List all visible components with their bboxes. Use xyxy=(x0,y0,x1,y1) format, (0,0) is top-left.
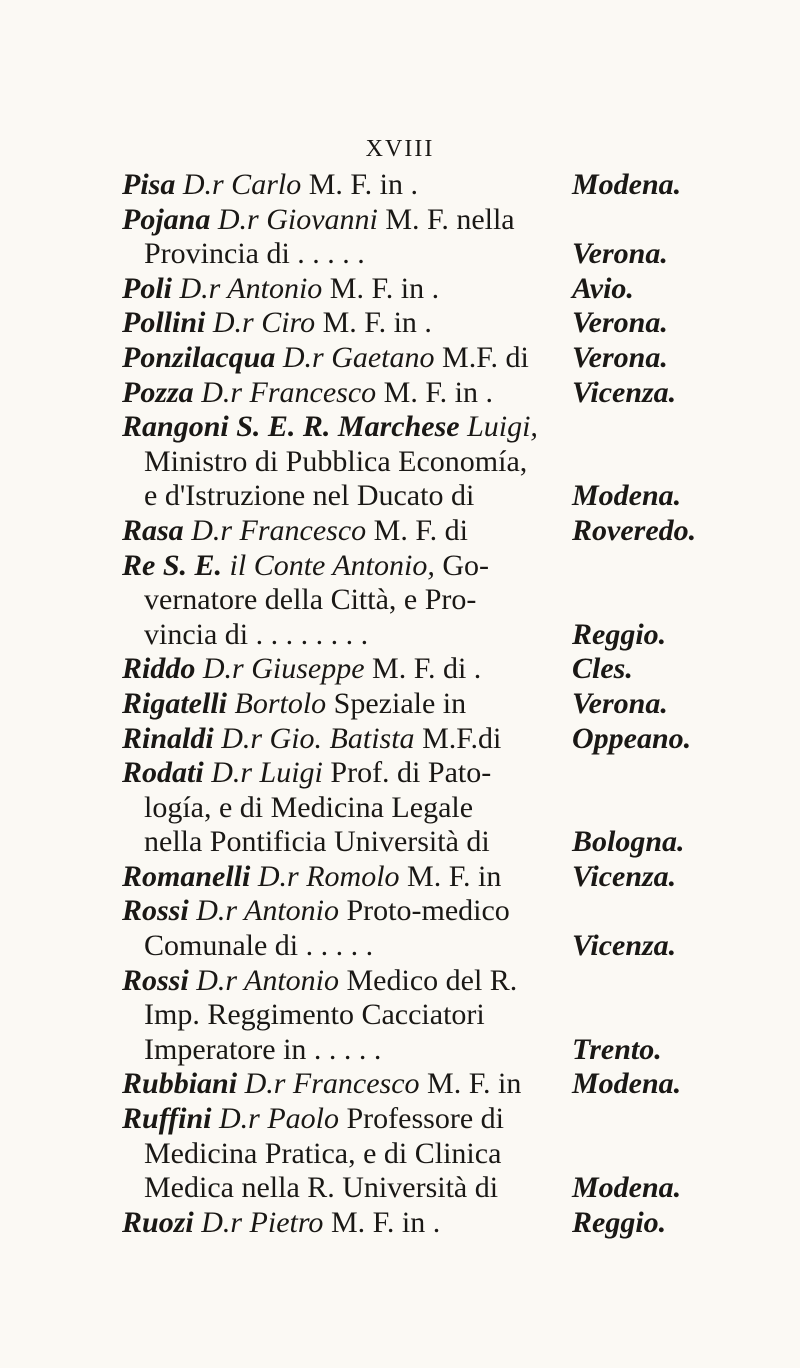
surname: Rangoni S. E. R. Marchese xyxy=(122,410,460,444)
entry-detail: Medicina Pratica, e di Clinica xyxy=(144,1136,502,1170)
entry-line xyxy=(122,479,762,514)
place-name: Avio. xyxy=(572,271,634,305)
entry-detail: M.F. di xyxy=(434,340,529,374)
given-name: Luigi, xyxy=(467,410,538,444)
entry-line xyxy=(122,687,762,722)
entry-detail: nella Pontificia Università di xyxy=(144,825,490,859)
entry-line xyxy=(122,825,762,860)
place-name: Verona. xyxy=(572,340,668,374)
entry-detail: M. F. nella xyxy=(377,202,515,236)
entry-detail: Comunale di . . . . . xyxy=(144,929,374,963)
entry-text xyxy=(122,652,572,687)
entry-text xyxy=(122,756,572,791)
surname: Rasa xyxy=(122,513,184,547)
surname: Rigatelli xyxy=(122,686,227,720)
entry-text xyxy=(122,1171,572,1206)
entry-detail: Imperatore in . . . . . xyxy=(144,1032,382,1066)
entry-line xyxy=(122,410,762,445)
entry-detail: Go- xyxy=(434,548,489,582)
entry-line xyxy=(122,1206,762,1241)
entry-text xyxy=(122,549,572,584)
entry-detail: Prof. di Pato- xyxy=(322,756,492,790)
entry-detail: M. F. di xyxy=(366,513,468,547)
place-name: Verona. xyxy=(572,686,668,720)
entry-text xyxy=(122,410,572,445)
place-name: Modena. xyxy=(572,479,682,513)
entry-text xyxy=(122,1102,572,1137)
entry-text xyxy=(122,237,572,272)
entry-text xyxy=(122,514,572,549)
entry-line xyxy=(122,514,762,549)
given-name: D.r Giuseppe xyxy=(202,652,365,686)
surname: Rodati xyxy=(122,756,204,790)
surname: Romanelli xyxy=(122,859,251,893)
given-name: D.r Gaetano xyxy=(282,340,435,374)
place-name: Vicenza. xyxy=(572,375,677,409)
surname: Pollini xyxy=(122,306,206,340)
surname: Rossi xyxy=(122,894,189,928)
given-name: il Conte Antonio, xyxy=(229,548,435,582)
entry-line xyxy=(122,168,762,203)
given-name: D.r Antonio xyxy=(196,894,339,928)
entry-text xyxy=(122,1206,572,1241)
entry-text xyxy=(122,376,572,411)
entry-text xyxy=(122,1137,572,1172)
place-name: Cles. xyxy=(572,652,633,686)
entry-text xyxy=(122,687,572,722)
surname: Ruffini xyxy=(122,1102,212,1136)
entry-line xyxy=(122,860,762,895)
entry-detail: Medica nella R. Università di xyxy=(144,1171,499,1205)
subscriber-list xyxy=(122,168,762,1240)
place-name: Vicenza. xyxy=(572,929,677,963)
place-name: Modena. xyxy=(572,1171,682,1205)
entry-line xyxy=(122,445,762,480)
place-name: Trento. xyxy=(572,1032,662,1066)
place-name: Verona. xyxy=(572,237,668,271)
given-name: D.r Gio. Batista xyxy=(221,721,415,755)
entry-detail: M. F. di . xyxy=(364,652,482,686)
place-name: Modena. xyxy=(572,168,682,201)
entry-line xyxy=(122,618,762,653)
entry-text xyxy=(122,203,572,238)
entry-line xyxy=(122,894,762,929)
entry-detail: Medico del R. xyxy=(339,963,518,997)
entry-text xyxy=(122,1033,572,1068)
entry-text xyxy=(122,894,572,929)
place-name: Reggio. xyxy=(572,617,667,651)
entry-text xyxy=(122,445,572,480)
entry-text xyxy=(122,583,572,618)
entry-detail: logía, e di Medicina Legale xyxy=(144,790,474,824)
entry-text xyxy=(122,722,572,757)
entry-detail: vernatore della Città, e Pro- xyxy=(144,583,477,617)
entry-line xyxy=(122,1137,762,1172)
entry-line xyxy=(122,652,762,687)
entry-detail: vincia di . . . . . . . . xyxy=(144,617,369,651)
surname: Poli xyxy=(122,271,172,305)
entry-text xyxy=(122,825,572,860)
given-name: D.r Carlo xyxy=(182,168,302,201)
entry-detail: Provincia di . . . . . xyxy=(144,237,365,271)
entry-text xyxy=(122,964,572,999)
entry-detail: M. F. in . xyxy=(301,168,418,201)
given-name: D.r Ciro xyxy=(212,306,316,340)
entry-line xyxy=(122,722,762,757)
place-name: Oppeano. xyxy=(572,721,692,755)
entry-line xyxy=(122,1171,762,1206)
entry-detail: M. F. in . xyxy=(323,1205,441,1239)
entry-detail: M. F. in . xyxy=(315,306,432,340)
surname: Pisa xyxy=(122,168,176,201)
entry-detail: M. F. in . xyxy=(376,375,493,409)
given-name: D.r Antonio xyxy=(179,271,323,305)
place-name: Roveredo. xyxy=(572,513,697,547)
entry-text xyxy=(122,272,572,307)
given-name: D.r Romolo xyxy=(257,859,400,893)
surname: Rinaldi xyxy=(122,721,214,755)
given-name: D.r Luigi xyxy=(211,756,323,790)
place-name: Modena. xyxy=(572,1067,682,1101)
entry-detail: Proto-medico xyxy=(339,894,510,928)
entry-detail: Speziale in xyxy=(326,686,467,720)
entry-line xyxy=(122,306,762,341)
entry-detail: Professore di xyxy=(339,1102,504,1136)
entry-line xyxy=(122,272,762,307)
entry-text xyxy=(122,1067,572,1102)
surname: Riddo xyxy=(122,652,196,686)
entry-line xyxy=(122,756,762,791)
entry-line xyxy=(122,583,762,618)
entry-detail: e d'Istruzione nel Ducato di xyxy=(144,479,475,513)
entry-line xyxy=(122,376,762,411)
surname: Ponzilacqua xyxy=(122,340,276,374)
entry-text xyxy=(122,860,572,895)
entry-detail: Imp. Reggimento Cacciatori xyxy=(144,998,485,1032)
given-name: D.r Antonio xyxy=(196,963,339,997)
entry-line xyxy=(122,1067,762,1102)
entry-text xyxy=(122,341,572,376)
entry-line xyxy=(122,791,762,826)
place-name: Reggio. xyxy=(572,1205,667,1239)
place-name: Bologna. xyxy=(572,825,685,859)
surname: Pozza xyxy=(122,375,194,409)
surname: Rossi xyxy=(122,963,189,997)
given-name: D.r Francesco xyxy=(201,375,377,409)
entry-text xyxy=(122,929,572,964)
entry-line xyxy=(122,341,762,376)
given-name: D.r Giovanni xyxy=(217,202,378,236)
surname: Re S. E. xyxy=(122,548,223,582)
given-name: D.r Pietro xyxy=(201,1205,324,1239)
entry-text xyxy=(122,168,572,203)
given-name: D.r Francesco xyxy=(244,1067,420,1101)
given-name: D.r Francesco xyxy=(191,513,367,547)
entry-line xyxy=(122,549,762,584)
entry-line xyxy=(122,203,762,238)
entry-line xyxy=(122,998,762,1033)
entry-detail: M. F. in xyxy=(399,859,502,893)
entry-line xyxy=(122,1033,762,1068)
entry-detail: M.F.di xyxy=(414,721,502,755)
page-number: XVIII xyxy=(365,136,435,162)
surname: Pojana xyxy=(122,202,211,236)
entry-text xyxy=(122,306,572,341)
entry-text xyxy=(122,618,572,653)
entry-line xyxy=(122,237,762,272)
given-name: D.r Paolo xyxy=(219,1102,339,1136)
entry-text xyxy=(122,791,572,826)
entry-detail: M. F. in . xyxy=(322,271,440,305)
entry-detail: Ministro di Pubblica Economía, xyxy=(144,444,528,478)
entry-line xyxy=(122,929,762,964)
place-name: Verona. xyxy=(572,306,668,340)
entry-text xyxy=(122,479,572,514)
surname: Ruozi xyxy=(122,1205,194,1239)
place-name: Vicenza. xyxy=(572,859,677,893)
given-name: Bortolo xyxy=(234,686,327,720)
entry-text xyxy=(122,998,572,1033)
entry-detail: M. F. in xyxy=(419,1067,522,1101)
entry-line xyxy=(122,964,762,999)
surname: Rubbiani xyxy=(122,1067,238,1101)
entry-line xyxy=(122,1102,762,1137)
